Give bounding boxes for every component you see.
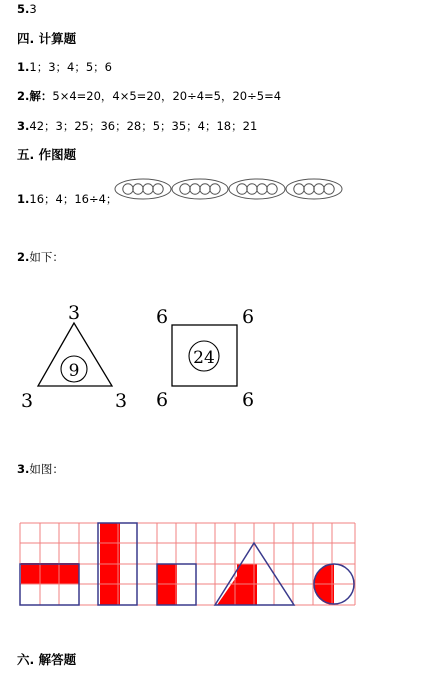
square-top-left-number: 6	[155, 306, 169, 328]
section-5-answer-2: 2.如下：	[17, 250, 64, 264]
section-5-heading: 五. 作图题	[17, 147, 77, 162]
circle-group	[172, 179, 228, 199]
circle-group	[286, 179, 342, 199]
shaded-shapes-grid-figure	[18, 520, 358, 608]
section-5-answer-3: 3.如图：	[17, 462, 64, 476]
section-4-heading: 四. 计算题	[17, 31, 77, 46]
section-4-answer-2: 2.解：5×4=20，4×5=20，20÷4=5，20÷5=4	[17, 89, 282, 103]
square-top-right-number: 6	[241, 306, 255, 328]
square-bottom-left-number: 6	[155, 389, 169, 411]
shaded-region-rectangle	[21, 563, 79, 584]
triangle-right-number: 3	[114, 390, 128, 412]
section-4-answer-3: 3.42；3；25；36；28；5；35；4；18；21	[17, 119, 258, 133]
section-5-answer-1: 1.16；4；16÷4；	[17, 192, 118, 206]
triangle-center-number: 9	[68, 361, 80, 381]
section-4-answer-1: 1.1；3；4；5；6	[17, 60, 112, 74]
square-bottom-right-number: 6	[241, 389, 255, 411]
square-figure	[156, 306, 254, 411]
shaded-region-triangle-a	[217, 576, 237, 605]
triangle-top-number: 3	[67, 302, 81, 324]
circle-group	[115, 179, 171, 199]
grouped-circles-figure	[114, 176, 354, 202]
triangle-figure	[21, 302, 127, 412]
number-shapes-figure	[0, 295, 300, 415]
answer-5-line: 5.3	[17, 2, 37, 16]
triangle-left-number: 3	[20, 390, 34, 412]
circle-group	[229, 179, 285, 199]
section-6-heading: 六. 解答题	[17, 652, 77, 667]
square-center-number: 24	[193, 348, 215, 368]
